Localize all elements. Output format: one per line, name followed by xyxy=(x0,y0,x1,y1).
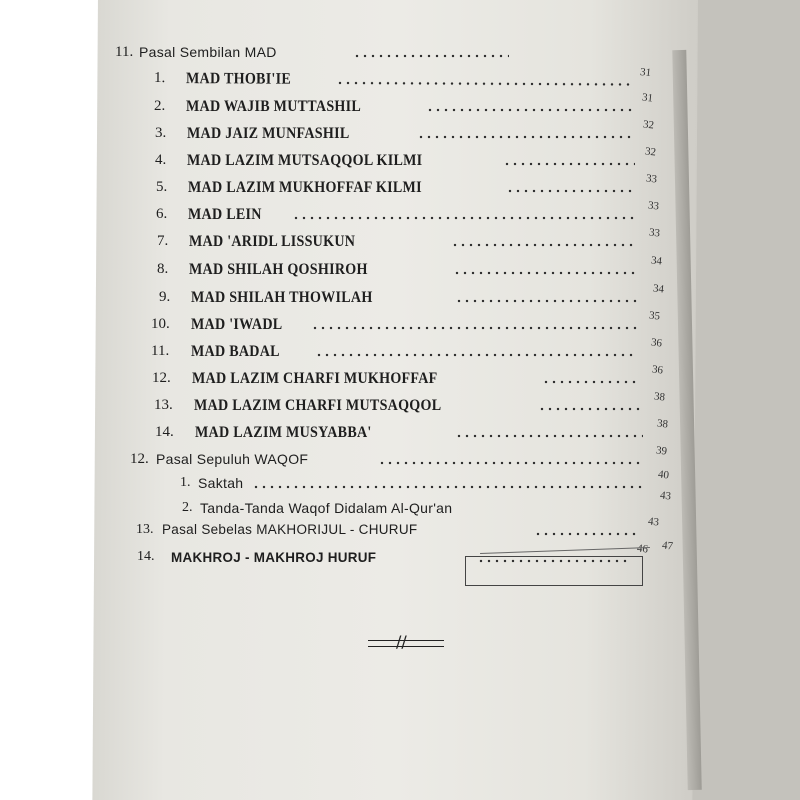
entry-number: 11. xyxy=(151,343,170,359)
entry-title: MAD LAZIM MUSYABBA' xyxy=(195,424,372,441)
entry-title: MAD 'IWADL xyxy=(191,316,283,333)
dot-leader xyxy=(315,353,637,357)
entry-number: 2. xyxy=(182,500,193,515)
dot-leader xyxy=(426,108,632,112)
entry-number: 10. xyxy=(151,316,170,332)
page-number: 43 xyxy=(647,515,660,529)
entry-title: Tanda-Tanda Waqof Didalam Al-Qur'an xyxy=(200,500,453,516)
entry-title: Saktah xyxy=(198,475,244,491)
page-number: 32 xyxy=(644,145,657,159)
entry-title: MAD SHILAH THOWILAH xyxy=(191,289,373,306)
dot-leader xyxy=(417,135,635,139)
dot-leader xyxy=(455,434,643,438)
dot-leader xyxy=(292,216,636,220)
dot-leader xyxy=(542,380,640,384)
page-number: 31 xyxy=(641,91,654,105)
entry-number: 3. xyxy=(155,125,167,141)
dot-leader xyxy=(503,162,635,166)
entry-title: MAD BADAL xyxy=(191,343,280,360)
dot-leader xyxy=(506,189,636,193)
entry-number: 11. xyxy=(115,44,134,60)
entry-number: 9. xyxy=(159,289,171,305)
page-number: 43 xyxy=(659,489,672,503)
page-number: 33 xyxy=(647,199,660,213)
entry-title: MAD 'ARIDL LISSUKUN xyxy=(189,233,356,250)
entry-number: 6. xyxy=(156,206,168,222)
entry-title: Pasal Sebelas MAKHORIJUL - CHURUF xyxy=(162,522,418,537)
page-number: 46 xyxy=(636,542,649,556)
page-number: 38 xyxy=(653,390,666,404)
page-number: 40 xyxy=(657,468,670,482)
entry-title: Pasal Sembilan MAD xyxy=(139,44,277,60)
dot-leader xyxy=(534,532,638,536)
page-number: 35 xyxy=(648,309,661,323)
page-number: 36 xyxy=(651,363,664,377)
page-number: 33 xyxy=(645,172,658,186)
entry-title: MAD WAJIB MUTTASHIL xyxy=(186,98,362,115)
entry-number: 13. xyxy=(154,397,173,413)
page-number: 33 xyxy=(648,226,661,240)
entry-title: MAD LAZIM CHARFI MUKHOFFAF xyxy=(192,370,438,387)
entry-number: 14. xyxy=(137,549,155,564)
dot-leader xyxy=(311,326,637,330)
page-number: 39 xyxy=(655,444,668,458)
page-number: 32 xyxy=(642,118,655,132)
entry-number: 2. xyxy=(154,98,166,114)
dot-leader xyxy=(336,81,632,87)
entry-title: Pasal Sepuluh WAQOF xyxy=(156,451,309,467)
entry-title: MAD LAZIM MUKHOFFAF KILMI xyxy=(188,179,422,196)
entry-number: 1. xyxy=(180,475,191,490)
pencil-box xyxy=(465,556,643,586)
dot-leader xyxy=(252,485,644,489)
entry-title: MAD LEIN xyxy=(188,206,262,223)
page-number: 36 xyxy=(650,336,663,350)
entry-number: 4. xyxy=(155,152,167,168)
dot-leader xyxy=(353,54,509,58)
entry-title: MAD LAZIM CHARFI MUTSAQQOL xyxy=(194,397,442,414)
entry-number: 8. xyxy=(157,261,169,277)
entry-number: 1. xyxy=(153,70,166,87)
entry-title: MAD LAZIM MUTSAQQOL KILMI xyxy=(187,152,423,169)
dot-leader xyxy=(538,407,642,411)
last-page-number: 47 xyxy=(661,539,674,553)
entry-number: 12. xyxy=(152,370,171,386)
entry-number: 5. xyxy=(156,179,168,195)
entry-title: MAD JAIZ MUNFASHIL xyxy=(187,125,350,142)
dot-leader xyxy=(453,271,639,275)
dot-leader xyxy=(451,243,637,247)
entry-title: MAD SHILAH QOSHIROH xyxy=(189,261,368,278)
page-number: 34 xyxy=(652,282,665,296)
entry-title: MAKHROJ - MAKHROJ HURUF xyxy=(171,549,377,565)
divider-mark: // xyxy=(396,632,407,651)
dot-leader xyxy=(455,299,641,303)
page-number: 34 xyxy=(650,254,663,268)
entry-title: MAD THOBI'IE xyxy=(185,70,292,88)
page-number: 38 xyxy=(656,417,669,431)
entry-number: 12. xyxy=(130,451,149,467)
entry-number: 7. xyxy=(157,233,169,249)
entry-number: 13. xyxy=(136,522,154,537)
entry-number: 14. xyxy=(155,424,174,440)
page-number: 31 xyxy=(639,66,652,80)
dot-leader xyxy=(378,461,642,465)
